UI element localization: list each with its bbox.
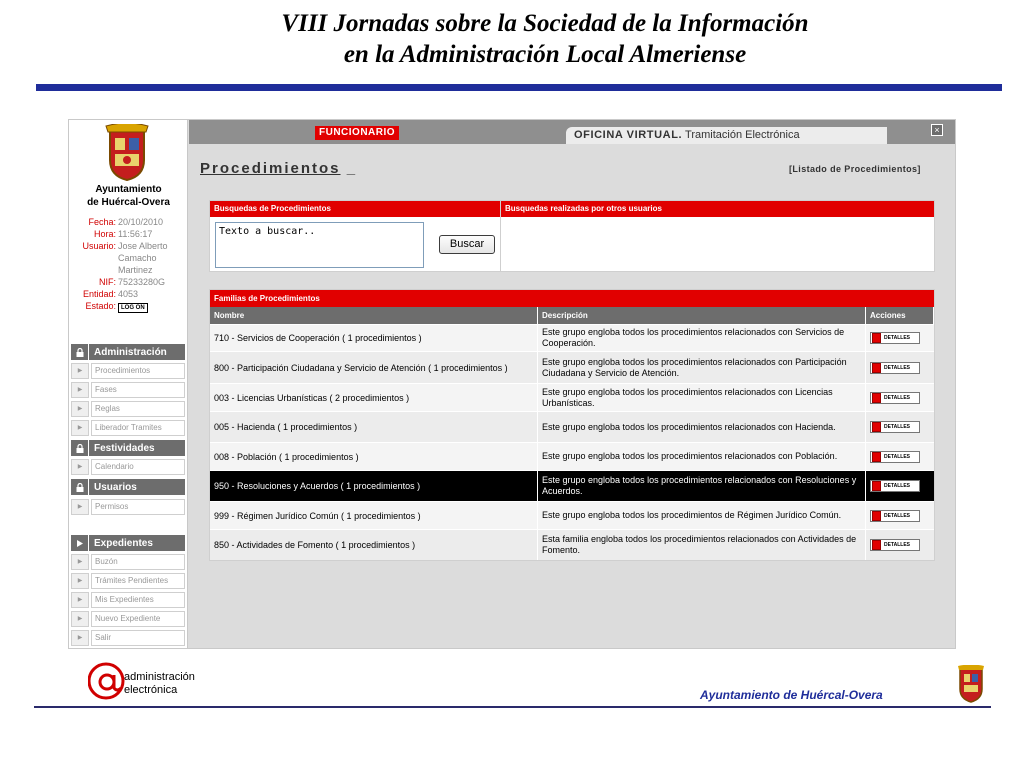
details-label: DETALLES — [884, 335, 911, 341]
table-row[interactable] — [210, 351, 934, 383]
row-name: 950 - Resoluciones y Acuerdos ( 1 procedimientos ) — [210, 471, 538, 501]
usuario-value: Jose Alberto Camacho Martinez — [118, 241, 168, 275]
slide-title-line1: VIII Jornadas sobre la Sociedad de la Información — [281, 10, 809, 37]
nif-value: 75233280G — [118, 277, 166, 287]
sidebar-item-label: Fases — [91, 382, 185, 398]
row-actions — [866, 325, 934, 351]
details-icon — [872, 452, 881, 462]
page-title — [200, 160, 357, 177]
row-description: Este grupo engloba todos los procedimientos relacionados con Licencias Urbanísticas. — [538, 384, 866, 411]
row-description: Este grupo engloba todos los procedimientos relacionados con Población. — [538, 443, 866, 470]
app-window — [68, 119, 956, 649]
coat-of-arms-icon — [955, 665, 987, 703]
row-name: 850 - Actividades de Fomento ( 1 procedimientos ) — [210, 530, 538, 560]
details-button[interactable] — [870, 510, 920, 522]
row-description: Este grupo engloba todos los procedimientos relacionados con Hacienda. — [538, 412, 866, 442]
footer-logo-line1: administración — [124, 671, 195, 683]
menu-section-festividades[interactable] — [71, 440, 185, 456]
row-name: 003 - Licencias Urbanísticas ( 2 procedimientos ) — [210, 384, 538, 411]
row-description: Este grupo engloba todos los procedimientos de Régimen Jurídico Común. — [538, 502, 866, 529]
info-nif — [69, 276, 188, 288]
footer-logo-text — [124, 671, 195, 697]
nif-label: NIF: — [99, 277, 116, 287]
menu-section-usuarios[interactable] — [71, 479, 185, 495]
search-divider — [500, 201, 501, 271]
column-header-acciones: Acciones — [866, 307, 934, 324]
other-searches-header: Busquedas realizadas por otros usuarios — [501, 201, 934, 217]
slide-title-line2: en la Administración Local Almeriense — [343, 41, 747, 68]
table-row[interactable] — [210, 324, 934, 351]
column-header-nombre: Nombre — [210, 307, 538, 324]
table-row[interactable] — [210, 501, 934, 529]
close-button[interactable]: × — [931, 124, 943, 136]
arrow-right-icon: ▶ — [71, 592, 89, 608]
row-description: Este grupo engloba todos los procedimientos relacionados con Resoluciones y Acuerdos. — [538, 471, 866, 501]
usuario-label: Usuario: — [82, 241, 116, 251]
hora-value: 11:56:17 — [118, 229, 153, 239]
row-actions — [866, 352, 934, 383]
slide-title — [0, 8, 1024, 70]
footer-org-name: Ayuntamiento de Huércal-Overa — [700, 688, 883, 702]
row-description: Este grupo engloba todos los procedimientos relacionados con Servicios de Cooperación. — [538, 325, 866, 351]
row-name: 800 - Participación Ciudadana y Servicio de Atención ( 1 procedimientos ) — [210, 352, 538, 383]
search-button[interactable]: Buscar — [439, 235, 495, 254]
app-title-rest: Tramitación Electrónica — [682, 129, 800, 141]
families-table — [209, 289, 935, 561]
row-description: Este grupo engloba todos los procedimientos relacionados con Participación Ciudadana y Servicio de Atención. — [538, 352, 866, 383]
org-name — [69, 183, 188, 209]
org-name-line2: de Huércal-Overa — [87, 197, 170, 208]
slide-divider — [36, 84, 1002, 91]
sidebar-item-tramites-pendientes[interactable] — [71, 572, 185, 589]
sidebar-item-liberador-tramites[interactable] — [71, 419, 185, 436]
arrow-right-icon: ▶ — [71, 382, 89, 398]
table-row[interactable] — [210, 529, 934, 560]
sidebar-item-mis-expedientes[interactable] — [71, 591, 185, 608]
menu-section-label: Usuarios — [94, 481, 137, 493]
table-row[interactable] — [210, 411, 934, 442]
sidebar-item-label: Reglas — [91, 401, 185, 417]
table-column-headers — [210, 307, 934, 324]
row-actions — [866, 471, 934, 501]
row-name: 008 - Población ( 1 procedimientos ) — [210, 443, 538, 470]
info-hora — [69, 228, 188, 240]
sidebar-item-procedimientos[interactable] — [71, 362, 185, 379]
search-panel — [209, 200, 935, 272]
details-icon — [872, 393, 881, 403]
row-actions — [866, 384, 934, 411]
estado-value-wrap — [118, 300, 184, 313]
menu-section-label: Expedientes — [94, 537, 153, 549]
details-icon — [872, 422, 881, 432]
table-row-selected[interactable] — [210, 470, 934, 501]
details-button[interactable] — [870, 421, 920, 433]
row-actions — [866, 443, 934, 470]
details-icon — [872, 363, 881, 373]
sidebar-item-label: Mis Expedientes — [91, 592, 185, 608]
row-actions — [866, 502, 934, 529]
arrow-right-icon: ▶ — [71, 573, 89, 589]
fecha-label: Fecha: — [88, 217, 116, 227]
details-button[interactable] — [870, 332, 920, 344]
sidebar-item-buzon[interactable] — [71, 553, 185, 570]
search-header: Busquedas de Procedimientos — [210, 201, 500, 217]
arrow-right-icon: ▶ — [71, 363, 89, 379]
details-label: DETALLES — [884, 453, 911, 460]
details-label: DETALLES — [884, 512, 911, 519]
lock-icon — [71, 344, 89, 360]
row-actions — [866, 412, 934, 442]
row-name: 005 - Hacienda ( 1 procedimientos ) — [210, 412, 538, 442]
details-icon — [872, 333, 881, 343]
arrow-right-icon: ▶ — [71, 630, 89, 646]
lock-icon — [71, 479, 89, 495]
sidebar-item-label: Buzón — [91, 554, 185, 570]
details-icon — [872, 511, 881, 521]
sidebar-item-label: Procedimientos — [91, 363, 185, 379]
footer-divider — [34, 706, 991, 708]
menu-section-expedientes[interactable] — [71, 535, 185, 551]
details-button[interactable] — [870, 539, 920, 551]
fecha-value: 20/10/2010 — [118, 217, 164, 227]
arrow-right-icon: ▶ — [71, 420, 89, 436]
hora-label: Hora: — [93, 229, 116, 239]
sidebar-item-label: Liberador Tramites — [91, 420, 185, 436]
session-info — [69, 216, 188, 313]
role-badge: FUNCIONARIO — [315, 126, 399, 140]
column-header-descripcion: Descripción — [538, 307, 866, 324]
menu-section-administracion[interactable] — [71, 344, 185, 360]
details-button[interactable] — [870, 451, 920, 463]
top-bar — [189, 120, 956, 144]
page-title-text: Procedimientos — [200, 160, 341, 177]
sidebar — [69, 120, 188, 649]
info-usuario — [69, 240, 188, 276]
details-icon — [872, 481, 881, 491]
sidebar-item-fases[interactable] — [71, 381, 185, 398]
footer-logo-line2: electrónica — [124, 684, 178, 696]
entidad-label: Entidad: — [82, 289, 116, 299]
arrow-right-icon: ▶ — [71, 401, 89, 417]
arrow-right-icon: ▶ — [71, 554, 89, 570]
app-title-bold: OFICINA VIRTUAL. — [574, 129, 683, 141]
info-entidad — [69, 288, 188, 300]
details-label: DETALLES — [884, 424, 911, 430]
sidebar-item-label: Calendario — [91, 459, 185, 475]
menu-section-label: Administración — [94, 346, 167, 358]
details-label: DETALLES — [884, 364, 911, 371]
table-row[interactable] — [210, 442, 934, 470]
sidebar-item-permisos[interactable] — [71, 498, 185, 515]
sidebar-item-nuevo-expediente[interactable] — [71, 610, 185, 627]
sidebar-item-label: Trámites Pendientes — [91, 573, 185, 589]
info-estado — [69, 300, 188, 313]
row-name: 999 - Régimen Jurídico Común ( 1 procedimientos ) — [210, 502, 538, 529]
lock-icon — [71, 440, 89, 456]
arrow-right-icon: ▶ — [71, 459, 89, 475]
org-name-line1: Ayuntamiento — [95, 184, 162, 195]
details-icon — [872, 540, 881, 550]
row-actions — [866, 530, 934, 560]
sidebar-item-reglas[interactable] — [71, 400, 185, 417]
listado-procedimientos-link[interactable]: [Listado de Procedimientos] — [789, 164, 921, 174]
sidebar-item-label: Nuevo Expediente — [91, 611, 185, 627]
arrow-right-icon: ▶ — [71, 499, 89, 515]
details-button[interactable] — [870, 392, 920, 404]
details-button[interactable] — [870, 480, 920, 492]
status-badge: LOG ON — [118, 303, 148, 313]
arrow-right-icon — [71, 535, 89, 551]
estado-label: Estado: — [85, 301, 116, 311]
sidebar-item-label: Permisos — [91, 499, 185, 515]
details-button[interactable] — [870, 362, 920, 374]
row-description: Esta familia engloba todos los procedimientos relacionados con Actividades de Fomento. — [538, 530, 866, 560]
info-fecha — [69, 216, 188, 228]
app-title — [566, 127, 887, 144]
coat-of-arms-icon — [102, 124, 152, 182]
search-input[interactable]: Texto a buscar.. — [215, 222, 424, 268]
details-label: DETALLES — [884, 542, 911, 548]
sidebar-item-label: Salir — [91, 630, 185, 646]
table-row[interactable] — [210, 383, 934, 411]
families-header: Familias de Procedimientos — [210, 290, 934, 307]
arrow-right-icon: ▶ — [71, 611, 89, 627]
row-name: 710 - Servicios de Cooperación ( 1 procedimientos ) — [210, 325, 538, 351]
page-title-suffix: _ — [340, 160, 358, 177]
entidad-value: 4053 — [118, 289, 139, 299]
details-label: DETALLES — [884, 394, 911, 401]
menu-section-label: Festividades — [94, 442, 155, 454]
sidebar-item-calendario[interactable] — [71, 458, 185, 475]
details-label: DETALLES — [884, 483, 911, 489]
sidebar-item-salir[interactable] — [71, 629, 185, 646]
